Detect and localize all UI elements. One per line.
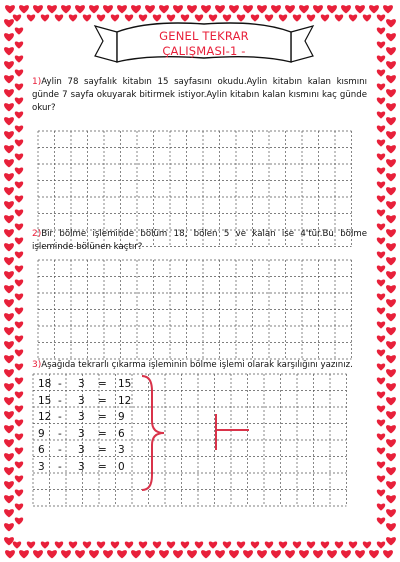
heart-icon [15,322,23,329]
heart-icon [4,467,14,475]
heart-icon [13,542,21,549]
heart-icon [386,75,396,83]
heart-icon [4,495,14,503]
heart-icon [386,355,396,363]
heart-icon [4,285,14,293]
heart-icon [47,5,57,13]
subtraction-r: 9 [118,411,125,423]
heart-icon [377,210,385,217]
heart-icon [131,5,141,13]
heart-icon [377,406,385,413]
heart-icon [377,378,385,385]
subtraction-b: 3 [78,444,85,456]
heart-icon [377,266,385,273]
heart-icon [257,550,267,558]
heart-icon [15,266,23,273]
subtraction-op: - [58,444,62,456]
heart-icon [386,173,396,181]
heart-icon [15,420,23,427]
heart-icon [19,550,29,558]
heart-icon [377,140,385,147]
heart-icon [15,238,23,245]
heart-icon [15,448,23,455]
heart-icon [89,5,99,13]
heart-icon [386,341,396,349]
heart-icon [327,550,337,558]
heart-icon [377,294,385,301]
heart-icon [386,397,396,405]
question-2-text: Bir bölme işleminde bölüm 18, bölen 5 ve kalan ise 4'tür.Bu bölme işleminde bölünen kaçtır? [32,229,367,252]
heart-icon [386,187,396,195]
subtraction-a: 18 [38,378,52,390]
heart-icon [377,308,385,315]
heart-icon [4,103,14,111]
subtraction-b: 3 [78,460,85,473]
heart-icon [386,215,396,223]
heart-icon [15,210,23,217]
heart-icon [386,285,396,293]
heart-icon [61,550,71,558]
question-2 [32,228,367,254]
heart-icon [341,550,351,558]
heart-icon [386,19,396,27]
subtraction-b: 3 [78,378,85,390]
question-1 [32,76,367,115]
heart-icon [257,5,267,13]
heart-icon [369,550,379,558]
heart-icon [15,28,23,35]
heart-icon [4,243,14,251]
heart-icon [117,550,127,558]
subtraction-op: - [58,460,62,473]
heart-icon [15,252,23,259]
banner-title [89,29,319,59]
subtraction-b: 3 [78,411,85,423]
heart-icon [4,439,14,447]
heart-icon [33,5,43,13]
heart-icon [341,5,351,13]
subtraction-eq: = [98,394,107,407]
heart-icon [377,542,385,549]
heart-icon [201,550,211,558]
heart-icon [377,224,385,231]
heart-icon [377,350,385,357]
heart-icon [4,369,14,377]
heart-icon [4,117,14,125]
heart-icon [4,523,14,531]
heart-icon [15,126,23,133]
heart-icon [4,215,14,223]
heart-icon [15,42,23,49]
question-3 [32,359,367,372]
subtraction-op: - [58,394,62,407]
heart-icon [377,364,385,371]
heart-icon [103,5,113,13]
heart-icon [4,537,14,545]
question-1-number: 1) [32,77,42,87]
heart-icon [377,126,385,133]
heart-icon [285,5,295,13]
subtraction-eq: = [98,460,107,473]
heart-icon [369,5,379,13]
heart-icon [386,327,396,335]
heart-icon [4,341,14,349]
heart-icon [355,5,365,13]
heart-icon [377,154,385,161]
heart-icon [201,5,211,13]
heart-icon [377,238,385,245]
heart-icon [386,467,396,475]
heart-icon [15,504,23,511]
subtraction-a: 15 [38,394,52,407]
heart-icon [377,504,385,511]
heart-icon [19,5,29,13]
heart-icon [47,550,57,558]
heart-icon [386,453,396,461]
heart-icon [4,313,14,321]
curly-brace [138,373,168,493]
heart-icon [299,5,309,13]
heart-icon [4,33,14,41]
heart-icon [243,5,253,13]
heart-icon [4,453,14,461]
heart-icon [383,550,393,558]
heart-icon [4,187,14,195]
heart-icon [4,19,14,27]
heart-icon [243,550,253,558]
subtraction-a: 9 [38,427,45,440]
heart-icon [377,490,385,497]
heart-icon [377,392,385,399]
heart-icon [377,56,385,63]
heart-icon [377,15,385,22]
banner-title-line2: ÇALIŞMASI-1 - [162,44,246,58]
heart-icon [4,411,14,419]
heart-icon [15,518,23,525]
subtraction-r: 3 [118,444,125,456]
heart-icon [377,84,385,91]
subtraction-r: 0 [118,460,125,473]
heart-icon [4,61,14,69]
heart-icon [13,15,21,22]
heart-icon [386,509,396,517]
division-bracket [213,412,253,452]
heart-icon [75,5,85,13]
heart-icon [377,280,385,287]
heart-icon [377,42,385,49]
heart-icon [386,439,396,447]
heart-icon [377,196,385,203]
subtraction-op: - [58,411,62,423]
heart-icon [215,550,225,558]
heart-icon [377,518,385,525]
heart-icon [386,313,396,321]
subtraction-eq: = [98,427,107,440]
heart-icon [386,369,396,377]
heart-icon [173,5,183,13]
subtraction-r: 12 [118,394,132,407]
heart-icon [61,5,71,13]
heart-icon [377,448,385,455]
subtraction-op: - [58,427,62,440]
heart-icon [4,509,14,517]
heart-icon [215,5,225,13]
heart-icon [386,61,396,69]
subtraction-a: 3 [38,460,45,473]
heart-icon [15,70,23,77]
heart-icon [15,140,23,147]
heart-icon [386,103,396,111]
heart-icon [383,5,393,13]
heart-icon [4,201,14,209]
heart-icon [386,131,396,139]
heart-icon [377,462,385,469]
heart-icon [15,490,23,497]
heart-icon [285,550,295,558]
heart-icon [386,145,396,153]
heart-icon [187,5,197,13]
heart-icon [89,550,99,558]
heart-icon [4,397,14,405]
heart-icon [4,229,14,237]
heart-icon [15,406,23,413]
subtraction-r: 15 [118,378,132,390]
heart-icon [377,70,385,77]
heart-icon [145,5,155,13]
heart-icon [15,280,23,287]
heart-icon [386,425,396,433]
heart-icon [15,224,23,231]
heart-icon [386,117,396,125]
heart-icon [377,98,385,105]
heart-icon [15,462,23,469]
heart-icon [4,89,14,97]
banner-title-line1: GENEL TEKRAR [159,29,249,43]
heart-icon [15,84,23,91]
heart-icon [159,550,169,558]
heart-icon [75,550,85,558]
heart-icon [4,173,14,181]
heart-icon [313,5,323,13]
heart-icon [117,5,127,13]
heart-icon [4,145,14,153]
heart-icon [271,550,281,558]
heart-icon [386,523,396,531]
heart-icon [4,383,14,391]
heart-icon [386,411,396,419]
heart-icon [173,550,183,558]
heart-icon [15,378,23,385]
heart-icon [103,550,113,558]
subtraction-eq: = [98,444,107,456]
heart-icon [229,5,239,13]
subtraction-eq: = [98,411,107,423]
heart-icon [5,550,15,558]
heart-icon [377,252,385,259]
heart-icon [386,271,396,279]
heart-icon [386,495,396,503]
question-3-text: Aşağıda tekrarlı çıkarma işleminin bölme işlemi olarak karşılığını yazınız. [41,360,353,370]
heart-icon [327,5,337,13]
heart-icon [377,336,385,343]
heart-icon [5,5,15,13]
heart-icon [377,28,385,35]
heart-icon [377,434,385,441]
heart-icon [4,47,14,55]
heart-icon [15,434,23,441]
question-3-number: 3) [32,360,42,370]
heart-icon [4,425,14,433]
heart-icon [313,550,323,558]
heart-icon [377,476,385,483]
question-1-text: Aylin 78 sayfalık kitabın 15 sayfasını okudu.Aylin kitabın kalan kısmını günde 7 sayfa okuyarak bitirmek istiyor.Aylin kitabın kalan kısmını kaç günde okur? [32,77,367,113]
heart-icon [229,550,239,558]
heart-icon [4,257,14,265]
content-area [27,18,373,544]
heart-icon [4,131,14,139]
grid-question-2[interactable] [37,259,353,360]
question-2-number: 2) [32,229,42,239]
heart-icon [15,308,23,315]
heart-icon [15,364,23,371]
heart-icon [4,327,14,335]
subtraction-a: 6 [38,444,45,456]
heart-icon [386,159,396,167]
heart-icon [15,98,23,105]
subtraction-b: 3 [78,394,85,407]
heart-icon [15,476,23,483]
heart-icon [386,537,396,545]
heart-icon [386,89,396,97]
heart-icon [15,196,23,203]
heart-icon [15,350,23,357]
heart-icon [299,550,309,558]
heart-icon [187,550,197,558]
heart-icon [15,112,23,119]
heart-icon [377,182,385,189]
heart-icon [4,299,14,307]
heart-icon [377,322,385,329]
heart-icon [386,383,396,391]
heart-icon [377,420,385,427]
subtraction-a: 12 [38,411,52,423]
heart-icon [4,481,14,489]
heart-icon [377,168,385,175]
heart-icon [15,336,23,343]
heart-icon [4,75,14,83]
subtraction-r: 6 [118,427,125,440]
heart-icon [15,56,23,63]
subtraction-op: - [58,378,62,390]
heart-icon [15,154,23,161]
heart-icon [386,47,396,55]
heart-icon [386,229,396,237]
heart-icon [4,355,14,363]
heart-icon [271,5,281,13]
heart-icon [131,550,141,558]
heart-icon [15,168,23,175]
heart-icon [386,201,396,209]
heart-icon [386,481,396,489]
heart-icon [145,550,155,558]
heart-icon [386,257,396,265]
subtraction-b: 3 [78,427,85,440]
heart-icon [386,299,396,307]
heart-icon [377,112,385,119]
heart-icon [15,182,23,189]
heart-icon [4,159,14,167]
heart-icon [159,5,169,13]
heart-icon [15,294,23,301]
heart-icon [33,550,43,558]
subtraction-eq: = [98,378,107,390]
heart-icon [15,392,23,399]
heart-icon [386,243,396,251]
heart-icon [386,33,396,41]
heart-icon [4,271,14,279]
heart-icon [355,550,365,558]
